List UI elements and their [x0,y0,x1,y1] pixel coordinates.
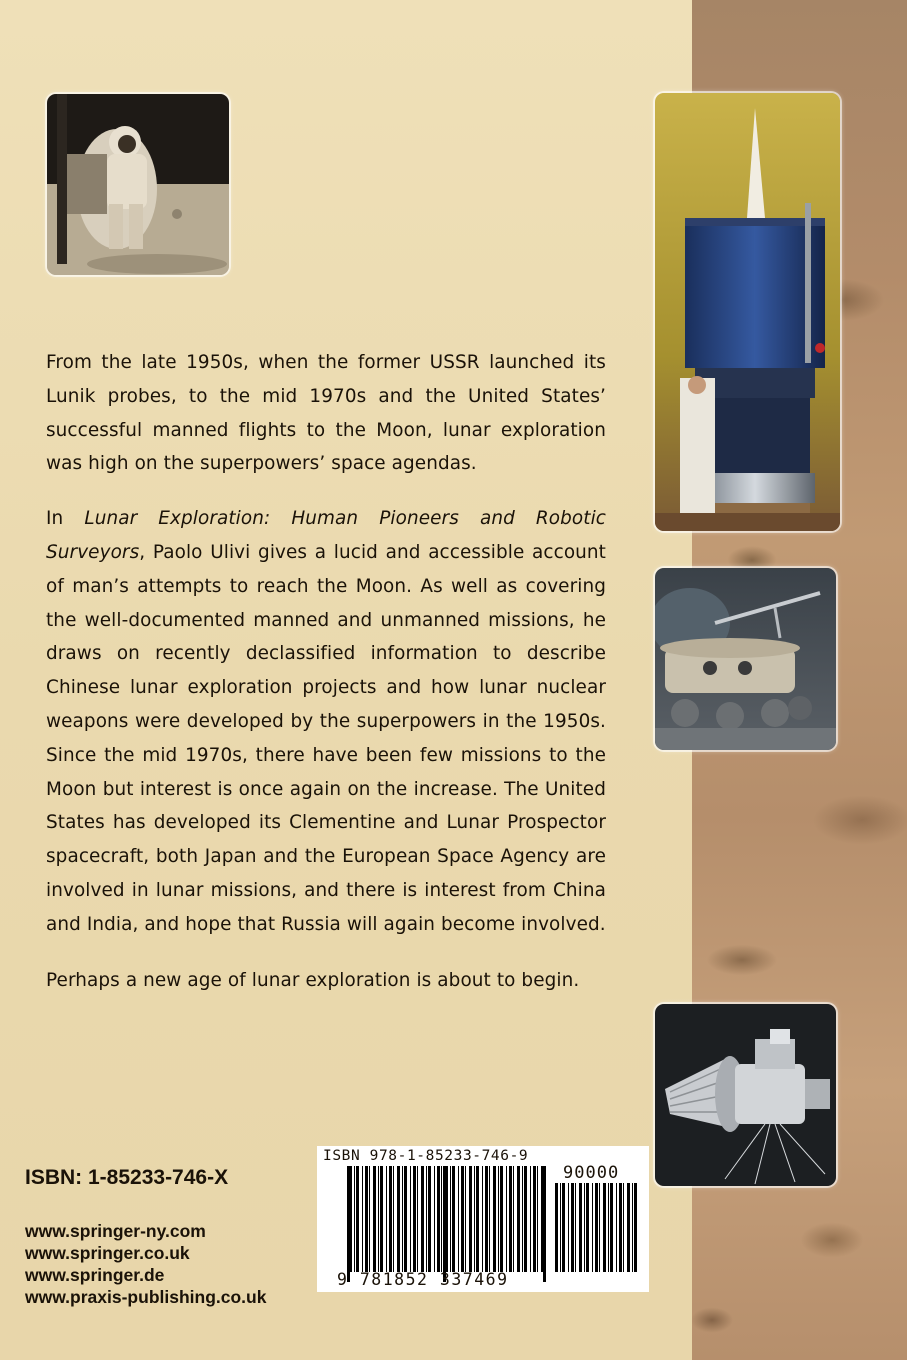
barcode-bar [509,1166,512,1272]
blurb-paragraph-2-text: , Paolo Ulivi gives a lucid and accessible account of man’s attempts to reach the Moon. As well as covering the well-documented manned and unmanned missions, he draws on recently declassified information to describe Chinese lunar exploration projects and how lunar nuclear weapons were developed by the superpowers in the 1950s. Since the mid 1970s, there have been few missions to the Moon but interest is once again on the increase. The United States has developed its Clementine and Lunar Prospector spacecraft, both Japan and the European Space Agency are involved in lunar missions, and there is interest from China and India, and hope that Russia will again become involved. [46,541,606,935]
barcode-bar [610,1183,613,1272]
back-cover-blurb [46,346,606,1018]
barcode-bar [378,1166,379,1272]
barcode-bar [530,1166,531,1272]
book-title: Lunar Exploration: Human Pioneers and Robotic Surveyors [46,508,606,563]
satellite-photo [655,93,840,531]
barcode-bar [417,1166,418,1272]
barcode-bar [397,1166,400,1272]
barcode-bar [592,1183,593,1272]
barcode-digits: 9 781852 337469 [337,1270,509,1289]
barcode-bar [560,1183,561,1272]
url-springer-de[interactable]: www.springer.de [25,1265,165,1285]
url-springer-uk[interactable]: www.springer.co.uk [25,1243,190,1263]
barcode-bar [522,1166,523,1272]
barcode-bar [524,1166,527,1272]
lunar-probe-photo [655,1004,836,1186]
barcode-bar [498,1166,499,1272]
barcode-bar [354,1166,355,1272]
barcode-bar [616,1183,617,1272]
barcode-bar [426,1166,427,1272]
barcode-bar [402,1166,403,1272]
publisher-urls [25,1220,266,1308]
barcode-bars-addon [553,1183,641,1272]
barcode-bars-main [347,1166,547,1272]
barcode-bar [623,1183,624,1272]
blurb-intro-word: In [46,508,85,530]
barcode-bar [485,1166,488,1272]
barcode-bar [458,1166,459,1272]
barcode-bar [437,1166,440,1272]
barcode-bar [410,1166,411,1272]
barcode-bar [595,1183,598,1272]
barcode-bar [369,1166,370,1272]
barcode-bar [489,1166,490,1272]
barcode-bar [506,1166,507,1272]
blurb-paragraph-1: From the late 1950s, when the former USSR launched its Lunik probes, to the mid 1970s and the United States’ successful manned flights to the Moon, lunar exploration was high on the superpowers’ space agendas. [46,352,606,475]
barcode-bar [568,1183,569,1272]
barcode-bar [586,1183,589,1272]
barcode-bar [428,1166,431,1272]
barcode-bar [393,1166,394,1272]
barcode-bar [571,1183,574,1272]
barcode-bar [421,1166,424,1272]
url-springer-ny[interactable]: www.springer-ny.com [25,1221,206,1241]
barcode-bar [413,1166,416,1272]
barcode-bar [541,1166,544,1272]
barcode-bar [627,1183,630,1272]
barcode-bar [465,1166,466,1272]
barcode-bar [513,1166,514,1272]
barcode-bar [445,1166,448,1272]
barcode-bar [500,1166,503,1272]
barcode-bar [441,1166,442,1272]
barcode-price-code: 90000 [563,1163,620,1183]
barcode-bar [434,1166,435,1272]
barcode-bar [386,1166,387,1272]
barcode [317,1146,649,1292]
barcode-bar [452,1166,455,1272]
barcode-bar [562,1183,565,1272]
barcode-bar [389,1166,392,1272]
barcode-bar [608,1183,609,1272]
barcode-bar [461,1166,464,1272]
barcode-bar [362,1166,363,1272]
lunar-rover-photo [655,568,836,750]
barcode-bar [450,1166,451,1272]
barcode-bar [373,1166,376,1272]
barcode-isbn-label: ISBN 978-1-85233-746-9 [323,1148,529,1164]
barcode-bar [404,1166,407,1272]
barcode-bar [533,1166,536,1272]
blurb-paragraph-2 [46,502,606,941]
barcode-bar [584,1183,585,1272]
barcode-bar [634,1183,637,1272]
blurb-paragraph-3: Perhaps a new age of lunar exploration is about to begin. [46,969,580,991]
barcode-bar [579,1183,582,1272]
barcode-bar [469,1166,472,1272]
barcode-bar [517,1166,520,1272]
barcode-bar [356,1166,359,1272]
barcode-bar [476,1166,479,1272]
barcode-bar [632,1183,633,1272]
barcode-bar [493,1166,496,1272]
barcode-bar [537,1166,538,1272]
barcode-bar [575,1183,576,1272]
astronaut-photo [47,94,229,275]
barcode-bar [380,1166,383,1272]
barcode-bar [603,1183,606,1272]
barcode-bar [365,1166,368,1272]
barcode-bar [474,1166,475,1272]
barcode-bar [555,1183,558,1272]
barcode-bar [599,1183,600,1272]
barcode-bar [349,1166,352,1272]
barcode-bar [482,1166,483,1272]
barcode-bar [619,1183,622,1272]
isbn-label: ISBN: 1-85233-746-X [25,1166,229,1189]
url-praxis[interactable]: www.praxis-publishing.co.uk [25,1287,267,1307]
